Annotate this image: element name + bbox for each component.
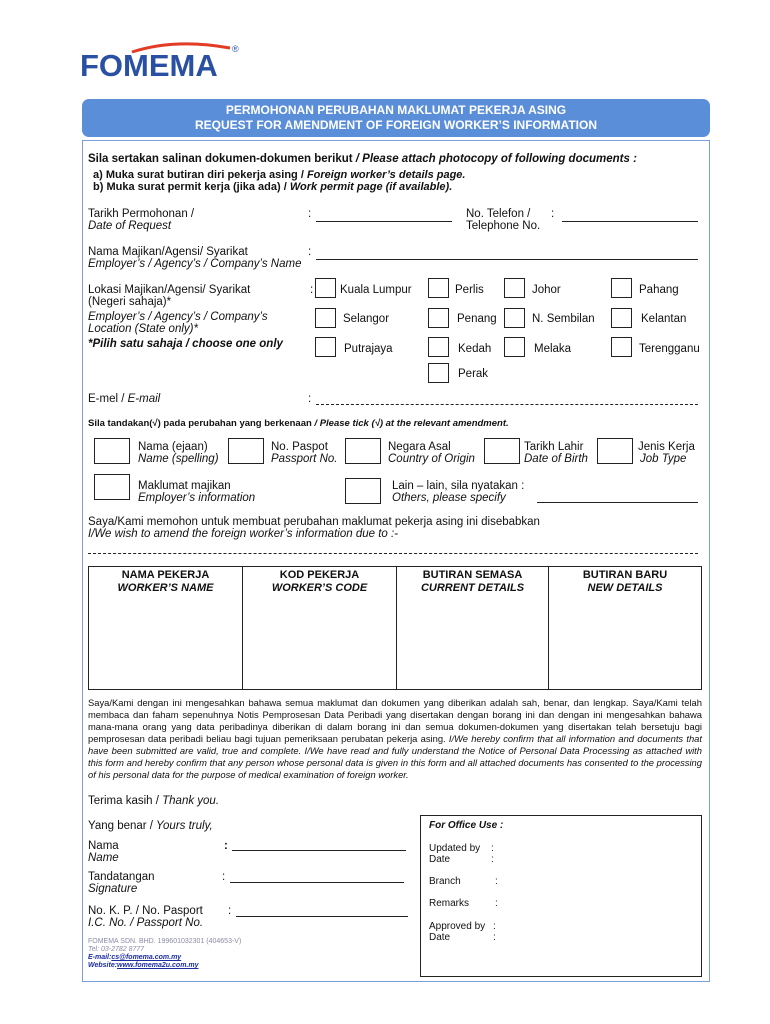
yours-truly xyxy=(88,820,213,832)
email-field[interactable] xyxy=(316,404,698,405)
state-label-perak: Perak xyxy=(458,368,489,380)
column-current-details[interactable] xyxy=(397,567,549,689)
reason-field[interactable] xyxy=(88,553,698,554)
state-label-melaka: Melaka xyxy=(534,343,572,355)
attach-item-a xyxy=(93,169,465,181)
signature-label-en: Signature xyxy=(88,883,138,895)
office-branch-label: Branch xyxy=(429,876,461,887)
amend-instruction xyxy=(88,418,509,429)
attach-instruction xyxy=(88,153,637,165)
amendment-table xyxy=(88,566,702,690)
option-country-of-origin-en: Country of Origin xyxy=(388,453,475,465)
thank-you-en: Thank you. xyxy=(158,795,220,807)
office-approved-by-colon: : xyxy=(493,921,496,932)
office-use-box xyxy=(420,815,702,977)
email-label xyxy=(88,393,160,405)
attach-item-b xyxy=(93,181,452,193)
option-country-of-origin-ms: Negara Asal xyxy=(388,441,451,453)
company-footer xyxy=(88,938,241,970)
option-job-type-ms: Jenis Kerja xyxy=(638,441,695,453)
checkbox-terengganu[interactable] xyxy=(611,337,632,357)
option-employer-info-ms: Maklumat majikan xyxy=(138,480,231,492)
name-field[interactable] xyxy=(232,850,406,851)
name-label-ms: Nama xyxy=(88,840,119,852)
option-employer-info xyxy=(138,480,255,504)
employer-name-label-en: Employer’s / Agency’s / Company’s Name xyxy=(88,258,302,270)
office-branch xyxy=(429,876,498,887)
email-label-ms: E-mel / xyxy=(88,393,125,405)
reason-label xyxy=(88,516,540,540)
checkbox-putrajaya[interactable] xyxy=(315,337,336,357)
registered-mark: ® xyxy=(232,44,239,54)
location-colon: : xyxy=(310,284,314,296)
checkbox-country-of-origin[interactable] xyxy=(345,438,381,464)
option-others-ms: Lain – lain, sila nyatakan : xyxy=(392,480,525,492)
checkbox-kuala-lumpur[interactable] xyxy=(315,278,336,298)
checkbox-date-of-birth[interactable] xyxy=(484,438,520,464)
option-date-of-birth-ms: Tarikh Lahir xyxy=(524,441,584,453)
ic-label-en: I.C. No. / Passport No. xyxy=(88,917,204,929)
company-registration: FOMEMA SDN. BHD. 199601032301 (404653-V) xyxy=(88,938,242,945)
office-date-label-2: Date xyxy=(429,932,451,943)
location-label xyxy=(88,284,283,350)
logo-text: FOMEMA xyxy=(80,48,218,83)
employer-name-colon: : xyxy=(308,246,312,258)
office-remarks-label: Remarks xyxy=(429,898,470,909)
option-passport-no-ms: No. Paspot xyxy=(271,441,328,453)
employer-name-label xyxy=(88,246,301,270)
ic-field[interactable] xyxy=(236,916,408,917)
fomema-logo xyxy=(80,40,250,90)
name-label xyxy=(88,840,119,864)
header-worker-code xyxy=(243,569,396,595)
date-label-ms: Tarikh Permohonan / xyxy=(88,208,195,220)
email-link[interactable]: cs@fomema.com.my xyxy=(111,954,182,961)
state-label-penang: Penang xyxy=(457,313,497,325)
attach-instruction-en: / Please attach photocopy of following documents : xyxy=(352,153,637,165)
attach-item-a-en: Foreign worker’s details page. xyxy=(303,169,466,181)
office-branch-colon: : xyxy=(495,876,498,887)
confirmation-text-ms: Saya/Kami dengan ini mengesahkan bahawa semua maklumat dan dokumen yang diberikan adalah sah, benar, dan lengkap. Saya/Kami telah membaca dan faham sepenuhnya Notis Pemprosesan Data Peribadi yang disertakan dengan borang ini dan dengan ini mengesahkan bahawa mana-mana orang yang data peribadinya diberikan di dalam borang ini dan semua dokumen-dokumen yang disertakan telah bersetuju bagi pemprosesan data peribadi beliau bagi tujuan pemeriksaan perubatan pekerja asing. xyxy=(88,697,702,744)
employer-name-field[interactable] xyxy=(316,259,698,260)
state-label-perlis: Perlis xyxy=(455,284,484,296)
attach-item-b-ms: b) Muka surat permit kerja (jika ada) / xyxy=(93,181,287,193)
form-title-bar xyxy=(82,99,710,137)
office-use-title: For Office Use : xyxy=(429,820,504,831)
checkbox-job-type[interactable] xyxy=(597,438,633,464)
header-new-details xyxy=(549,569,701,595)
form-title-en: REQUEST FOR AMENDMENT OF FOREIGN WORKER’S INFORMATION xyxy=(195,118,597,132)
option-date-of-birth-en: Date of Birth xyxy=(524,453,588,465)
yours-truly-en: Yours truly, xyxy=(153,820,213,832)
location-label-ms1: Lokasi Majikan/Agensi/ Syarikat xyxy=(88,284,251,296)
office-remarks-colon: : xyxy=(495,898,498,909)
option-passport-no xyxy=(271,441,337,465)
attach-item-a-ms: a) Muka surat butiran diri pekerja asing / xyxy=(93,169,304,181)
office-date-colon-2: : xyxy=(493,932,496,943)
date-label xyxy=(88,208,194,232)
telephone-field[interactable] xyxy=(562,221,698,222)
checkbox-kedah[interactable] xyxy=(428,337,449,357)
website-link[interactable]: www.fomema2u.com.my xyxy=(117,962,199,969)
office-updated-by xyxy=(429,843,494,865)
choose-one-note: *Pilih satu sahaja / choose one only xyxy=(88,338,283,350)
checkbox-johor[interactable] xyxy=(504,278,525,298)
checkbox-perlis[interactable] xyxy=(428,278,449,298)
checkbox-n-sembilan[interactable] xyxy=(504,308,525,328)
option-date-of-birth xyxy=(524,441,588,465)
checkbox-employer-info[interactable] xyxy=(94,474,130,500)
option-job-type-en: Job Type xyxy=(640,453,687,465)
date-colon: : xyxy=(308,208,312,220)
office-date-colon-1: : xyxy=(491,854,494,865)
office-remarks xyxy=(429,898,498,909)
option-employer-info-en: Employer’s information xyxy=(138,492,256,504)
state-label-kuala-lumpur: Kuala Lumpur xyxy=(340,284,412,296)
telephone-label-en: Telephone No. xyxy=(466,220,541,232)
checkbox-kelantan[interactable] xyxy=(611,308,632,328)
confirmation-text xyxy=(88,697,702,781)
form-title-ms: PERMOHONAN PERUBAHAN MAKLUMAT PEKERJA ASING xyxy=(225,103,567,117)
thank-you xyxy=(88,795,219,807)
location-label-en1: Employer’s / Agency’s / Company’s xyxy=(88,311,268,323)
office-updated-by-colon: : xyxy=(491,843,494,854)
thank-you-ms: Terima kasih / xyxy=(88,795,159,807)
checkbox-others[interactable] xyxy=(345,478,381,504)
reason-label-en: I/We wish to amend the foreign worker’s information due to :- xyxy=(88,528,399,540)
header-worker-code-en: WORKER’S CODE xyxy=(271,582,368,594)
location-label-ms2: (Negeri sahaja)* xyxy=(88,296,172,308)
option-others xyxy=(392,480,524,504)
header-current-details-ms: BUTIRAN SEMASA xyxy=(422,569,523,581)
header-current-details-en: CURRENT DETAILS xyxy=(420,582,525,594)
reason-label-ms: Saya/Kami memohon untuk membuat perubahan maklumat pekerja asing ini disebabkan xyxy=(88,516,540,528)
column-worker-name[interactable] xyxy=(89,567,243,689)
option-name-spelling-ms: Nama (ejaan) xyxy=(138,441,208,453)
signature-label-ms: Tandatangan xyxy=(88,871,155,883)
name-label-en: Name xyxy=(88,852,119,864)
location-label-en2: Location (State only)* xyxy=(88,323,198,335)
option-job-type xyxy=(638,441,695,465)
date-field[interactable] xyxy=(316,221,452,222)
telephone-label-ms: No. Telefon / xyxy=(466,208,531,220)
attach-item-b-en: Work permit page (if available). xyxy=(286,181,453,193)
column-worker-code[interactable] xyxy=(243,567,397,689)
header-current-details xyxy=(397,569,548,595)
state-label-putrajaya: Putrajaya xyxy=(344,343,393,355)
office-approved-by xyxy=(429,921,496,943)
checkbox-name-spelling[interactable] xyxy=(94,438,130,464)
email-label-en: E-mail xyxy=(124,393,161,405)
header-worker-code-ms: KOD PEKERJA xyxy=(279,569,360,581)
amend-instruction-ms: Sila tandakan(√) pada perubahan yang berkenaan xyxy=(88,418,312,429)
checkbox-pahang[interactable] xyxy=(611,278,632,298)
state-label-terengganu: Terengganu xyxy=(639,343,700,355)
checkbox-passport-no[interactable] xyxy=(228,438,264,464)
option-passport-no-en: Passport No. xyxy=(271,453,338,465)
email-label-footer: E-mail: xyxy=(88,954,112,961)
office-approved-by-label: Approved by xyxy=(429,921,486,932)
signature-colon: : xyxy=(222,871,226,883)
state-label-johor: Johor xyxy=(532,284,561,296)
option-others-en: Others, please specify xyxy=(392,492,506,504)
confirmation-text-en: I/We hereby confirm that all information and documents that have been submitted are valid, true and complete. I/We have read and fully understand the Notice of Personal Data Processing as attached with this form and hereby confirm that any person whose personal data is given in this form and all attached documents has consented to the processing of his personal data for the purpose of medical examination of foreign worker. xyxy=(88,733,702,780)
office-date-label-1: Date xyxy=(429,854,451,865)
ic-label-ms: No. K. P. / No. Pasport xyxy=(88,905,203,917)
others-specify-field[interactable] xyxy=(537,502,698,503)
header-new-details-en: NEW DETAILS xyxy=(587,582,663,594)
checkbox-perak[interactable] xyxy=(428,363,449,383)
state-label-kedah: Kedah xyxy=(458,343,492,355)
option-country-of-origin xyxy=(388,441,475,465)
date-label-en: Date of Request xyxy=(88,220,172,232)
header-worker-name-ms: NAMA PEKERJA xyxy=(121,569,210,581)
telephone-label xyxy=(466,208,540,232)
employer-name-label-ms: Nama Majikan/Agensi/ Syarikat xyxy=(88,246,248,258)
signature-label xyxy=(88,871,155,895)
attach-instruction-ms: Sila sertakan salinan dokumen-dokumen berikut xyxy=(88,153,353,165)
state-label-n-sembilan: N. Sembilan xyxy=(532,313,595,325)
signature-field[interactable] xyxy=(230,882,404,883)
ic-label xyxy=(88,905,203,929)
option-name-spelling xyxy=(138,441,219,465)
state-label-selangor: Selangor xyxy=(343,313,390,325)
amend-instruction-en: / Please tick (√) at the relevant amendment. xyxy=(311,418,509,429)
column-new-details[interactable] xyxy=(549,567,701,689)
header-new-details-ms: BUTIRAN BARU xyxy=(582,569,668,581)
checkbox-selangor[interactable] xyxy=(315,308,336,328)
header-worker-name xyxy=(89,569,242,595)
header-worker-name-en: WORKER’S NAME xyxy=(117,582,214,594)
office-updated-by-label: Updated by xyxy=(429,843,481,854)
telephone-colon: : xyxy=(551,208,555,220)
checkbox-melaka[interactable] xyxy=(504,337,525,357)
state-label-kelantan: Kelantan xyxy=(641,313,687,325)
name-colon: : xyxy=(224,840,228,852)
ic-colon: : xyxy=(228,905,232,917)
state-label-pahang: Pahang xyxy=(639,284,679,296)
company-telephone: Tel: 03-2782 8777 xyxy=(88,946,145,953)
option-name-spelling-en: Name (spelling) xyxy=(138,453,219,465)
yours-truly-ms: Yang benar / xyxy=(88,820,154,832)
checkbox-penang[interactable] xyxy=(428,308,449,328)
website-label: Website: xyxy=(88,962,118,969)
email-colon: : xyxy=(308,393,312,405)
